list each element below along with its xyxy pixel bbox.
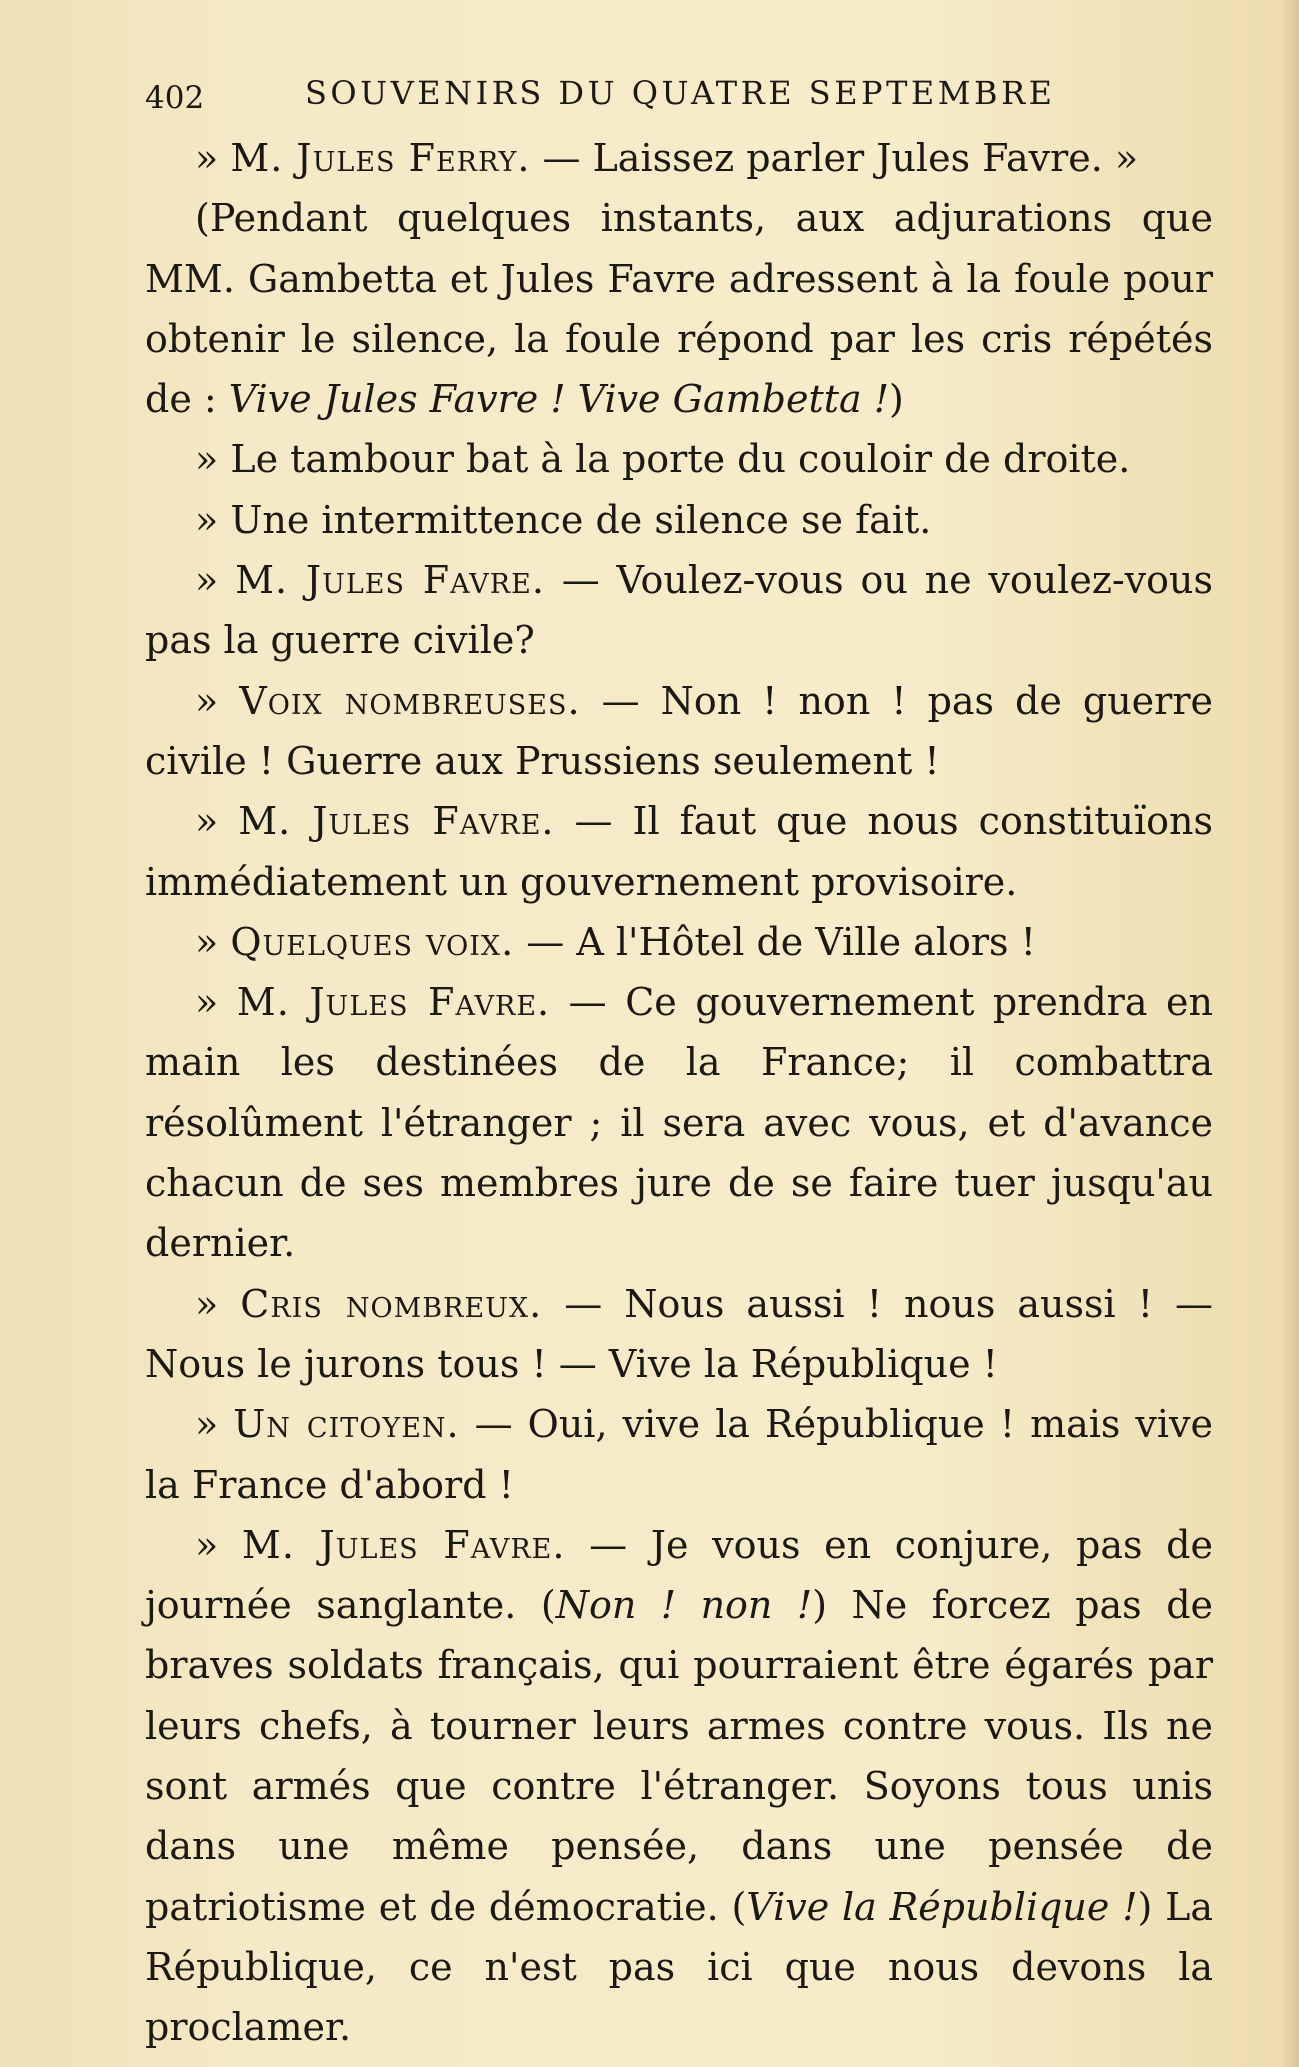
italic-quote: Vive Jules Favre ! Vive Gambetta ! — [228, 377, 890, 422]
speaker-name: M. Jules Favre. — [241, 1522, 566, 1567]
paragraph: » M. Jules Favre. — Voulez-vous ou ne voulez-vous pas la guerre civile? — [145, 558, 1214, 663]
paragraph: » Le tambour bat à la porte du couloir de droite. — [195, 437, 1131, 482]
speaker-name: M. Jules Favre. — [238, 799, 555, 844]
speaker-name: M. Jules Favre. — [235, 558, 545, 603]
italic-interjection: Vive la République ! — [746, 1884, 1138, 1929]
speaker-name: Quelques voix. — [230, 919, 515, 964]
paragraph: » Un citoyen. — Oui, vive la République ! mais vive la France d'abord ! — [145, 1402, 1214, 1507]
italic-interjection: Non ! non ! — [555, 1583, 813, 1628]
paragraph: » M. Jules Favre. — Ce gouvernement prendra en main les destinées de la France; il combattra résolûment l'étranger ; il sera avec vous, et d'avance chacun de ses membres jure de se faire tuer jusqu'au dernier. — [145, 980, 1213, 1266]
paragraph: (Pendant quelques instants, aux adjurations que MM. Gambetta et Jules Favre adressent à la foule pour obtenir le silence, la foule répond par les cris répétés de : Vive Jules Favre ! Vive Gambetta !) — [145, 196, 1213, 422]
page-edge-shadow — [1279, 0, 1299, 2067]
speaker-name: Un citoyen. — [233, 1402, 460, 1447]
speaker-name: M. Jules Ferry. — [230, 136, 531, 180]
paragraph: » Une intermittence de silence se fait. — [195, 497, 932, 542]
paragraph: » M. Jules Favre. — Il faut que nous constituïons immédiatement un gouvernement provisoire. — [145, 799, 1213, 904]
speaker-name: M. Jules Favre. — [236, 980, 551, 1025]
book-page — [145, 68, 1213, 2058]
paragraph: » Quelques voix. — A l'Hôtel de Ville alors ! — [195, 919, 1036, 964]
speaker-name: Cris nombreux. — [240, 1281, 543, 1326]
speaker-name: Voix nombreuses. — [239, 678, 581, 723]
running-title: SOUVENIRS DU QUATRE SEPTEMBRE — [305, 74, 1056, 112]
paragraph: » Cris nombreux. — Nous aussi ! nous aussi ! — Nous le jurons tous ! — Vive la République ! — [145, 1281, 1213, 1386]
paragraph: » M. Jules Favre. — Je vous en conjure, pas de journée sanglante. (Non ! non !) Ne forcez pas de braves soldats français, qui pourraient être égarés par leurs chefs, à tourner leurs armes contre vous. Ils ne sont armés que contre l'étranger. Soyons tous unis dans une même pensée, dans une pensée de patriotisme et de démocratie. (Vive la République !) La République, ce n'est pas ici que nous devons la proclamer. — [145, 1522, 1214, 2050]
paragraph: » Voix nombreuses. — Non ! non ! pas de guerre civile ! Guerre aux Prussiens seulement ! — [145, 678, 1213, 783]
page-number: 402 — [145, 80, 205, 116]
running-header — [145, 68, 1213, 128]
paragraph: » M. Jules Ferry. — Laissez parler Jules Favre. » — [195, 136, 1139, 180]
